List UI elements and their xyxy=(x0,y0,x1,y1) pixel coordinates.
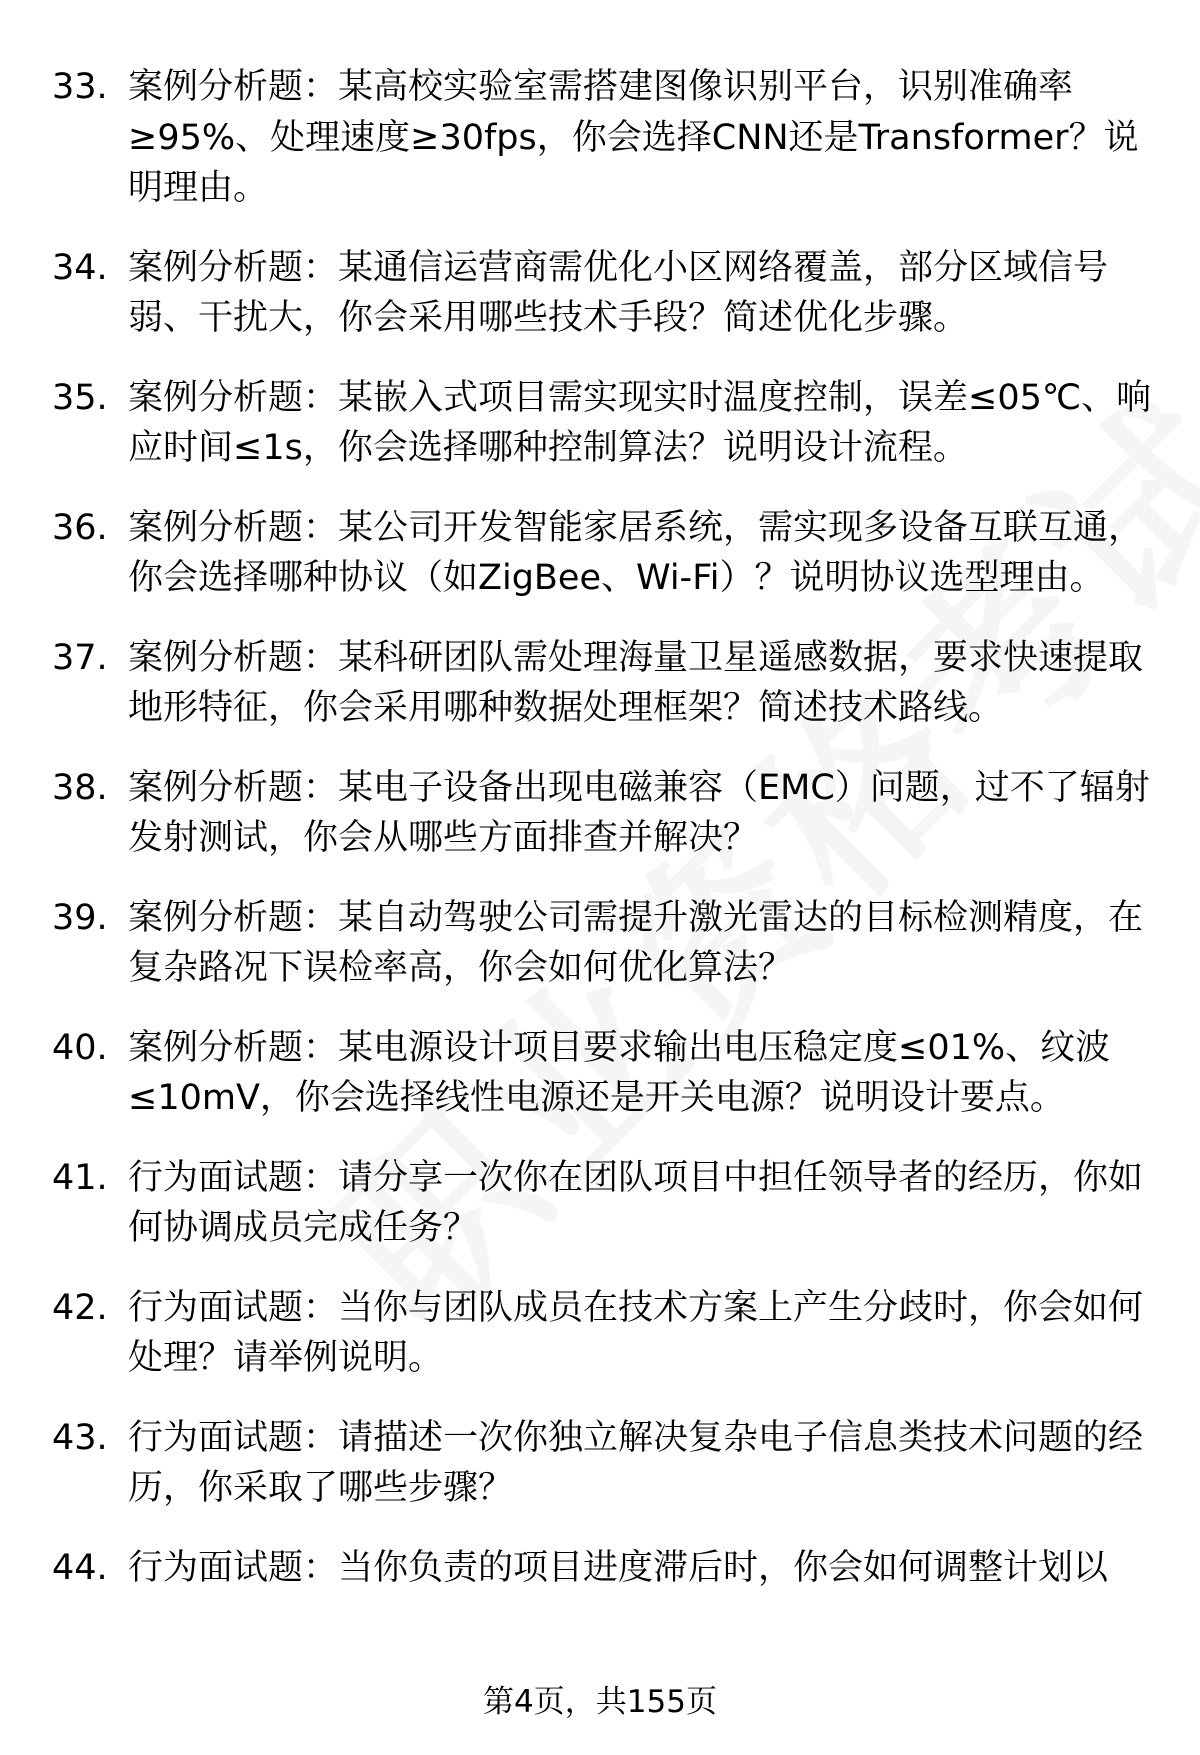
question-text: 案例分析题：某电子设备出现电磁兼容（EMC）问题，过不了辐射发射测试，你会从哪些方面排查并解决？ xyxy=(128,767,1150,858)
question-item xyxy=(0,1023,1200,1124)
question-number: 36. xyxy=(52,507,108,548)
question-text: 案例分析题：某通信运营商需优化小区网络覆盖，部分区域信号弱、干扰大，你会采用哪些技术手段？简述优化步骤。 xyxy=(128,247,1109,338)
question-text: 行为面试题：请分享一次你在团队项目中担任领导者的经历，你如何协调成员完成任务？ xyxy=(128,1157,1144,1248)
question-text: 案例分析题：某科研团队需处理海量卫星遥感数据，要求快速提取地形特征，你会采用哪种数据处理框架？简述技术路线。 xyxy=(128,637,1144,728)
question-text: 案例分析题：某高校实验室需搭建图像识别平台，识别准确率≥95%、处理速度≥30fps，你会选择CNN还是Transformer？说明理由。 xyxy=(128,67,1139,208)
question-list xyxy=(0,62,1200,1593)
question-number: 37. xyxy=(52,637,108,678)
question-number: 39. xyxy=(52,897,108,938)
question-text: 案例分析题：某自动驾驶公司需提升激光雷达的目标检测精度，在复杂路况下误检率高，你会如何优化算法？ xyxy=(128,897,1144,988)
question-number: 42. xyxy=(52,1287,108,1328)
question-item xyxy=(0,893,1200,994)
question-number: 35. xyxy=(52,377,108,418)
question-item xyxy=(0,1413,1200,1514)
question-item xyxy=(0,373,1200,474)
question-number: 34. xyxy=(52,247,108,288)
question-item xyxy=(0,1543,1200,1593)
page-footer: 第4页，共155页 xyxy=(483,1684,717,1720)
question-number: 38. xyxy=(52,767,108,808)
question-text: 行为面试题：当你负责的项目进度滞后时，你会如何调整计划以 xyxy=(128,1547,1109,1588)
question-item xyxy=(0,763,1200,864)
question-text: 案例分析题：某电源设计项目要求输出电压稳定度≤01%、纹波≤10mV，你会选择线性电源还是开关电源？说明设计要点。 xyxy=(128,1027,1111,1118)
question-text: 案例分析题：某公司开发智能家居系统，需实现多设备互联互通，你会选择哪种协议（如ZigBee、Wi-Fi）？说明协议选型理由。 xyxy=(128,507,1144,598)
question-item xyxy=(0,1283,1200,1384)
question-number: 33. xyxy=(52,67,108,107)
question-number: 40. xyxy=(52,1027,108,1068)
question-item xyxy=(0,633,1200,734)
question-text: 案例分析题：某嵌入式项目需实现实时温度控制，误差≤05℃、响应时间≤1s，你会选择哪种控制算法？说明设计流程。 xyxy=(128,377,1152,468)
question-item xyxy=(0,62,1200,214)
question-number: 41. xyxy=(52,1157,108,1198)
question-number: 44. xyxy=(52,1547,108,1588)
question-item xyxy=(0,503,1200,604)
question-number: 43. xyxy=(52,1417,108,1458)
question-item xyxy=(0,243,1200,344)
question-item xyxy=(0,1153,1200,1254)
question-text: 行为面试题：请描述一次你独立解决复杂电子信息类技术问题的经历，你采取了哪些步骤？ xyxy=(128,1417,1144,1508)
question-text: 行为面试题：当你与团队成员在技术方案上产生分歧时，你会如何处理？请举例说明。 xyxy=(128,1287,1144,1378)
